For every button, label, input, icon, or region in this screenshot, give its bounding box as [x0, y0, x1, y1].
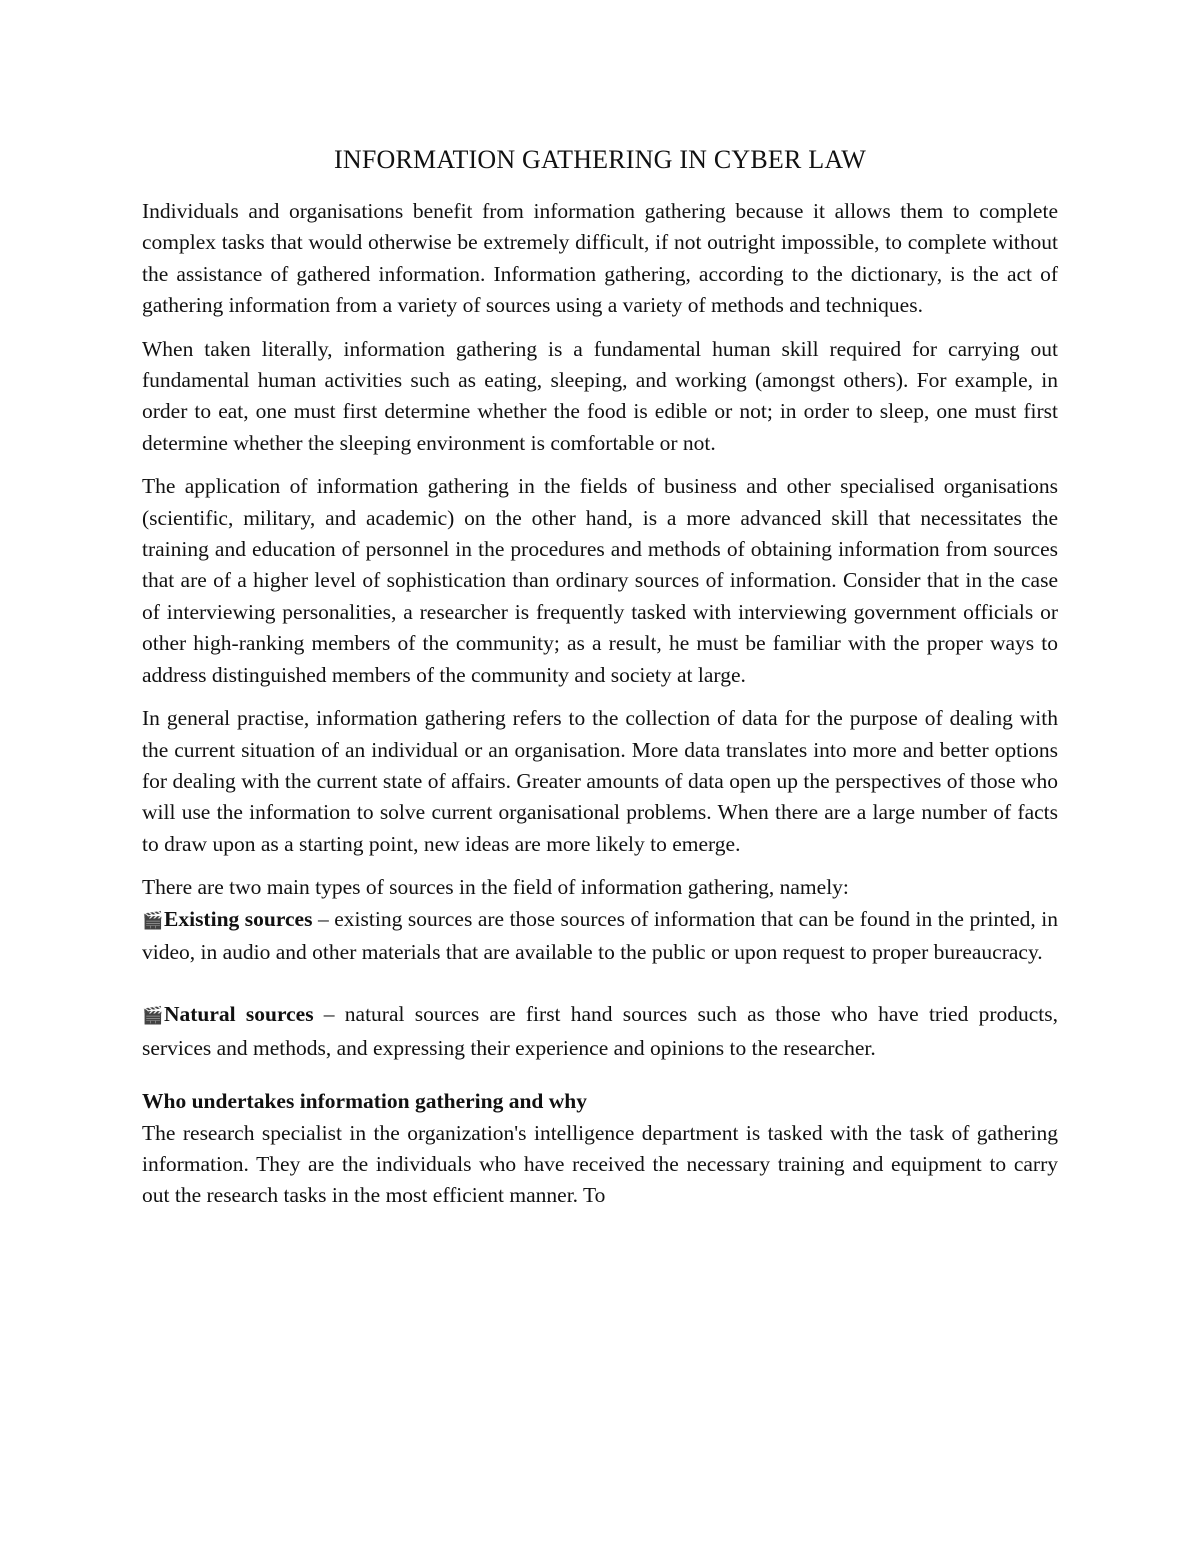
paragraph-application: The application of information gathering in the fields of business and other specialised organisations (scientific, military, and academic) on the other hand, is a more advanced skill that necessitates the training and education of personnel in the procedures and methods of obtaining information from sources that are of a higher level of sophistication than ordinary sources of information. Consider that in the case of interviewing personalities, a researcher is frequently tasked with interviewing government officials or other high-ranking members of the community; as a result, he must be familiar with the proper ways to address distinguished members of the community and society at large.	[142, 474, 1058, 687]
bullet-natural-sources	[142, 999, 1058, 1064]
bullet-text: – existing sources are those sources of information that can be found in the printed, in video, in audio and other materials that are available to the public or upon request to proper bureaucracy.	[142, 906, 1058, 964]
paragraph-general-practise: In general practise, information gathering refers to the collection of data for the purpose of dealing with the current situation of an individual or an organisation. More data translates into more and better options for dealing with the current state of affairs. Greater amounts of data open up the perspectives of those who will use the information to solve current organisational problems. When there are a large number of facts to draw upon as a starting point, new ideas are more likely to emerge.	[142, 706, 1058, 856]
bullet-term: Existing sources	[164, 906, 313, 931]
paragraph-who-undertakes: The research specialist in the organization's intelligence department is tasked with the task of gathering information. They are the individuals who have received the necessary training and equipment to carry out the research tasks in the most efficient manner. To	[142, 1120, 1058, 1208]
clapperboard-icon: 🎬	[142, 1006, 164, 1027]
bullet-text: – natural sources are first hand sources such as those who have tried products, services and methods, and expressing their experience and opinions to the researcher.	[142, 1002, 1059, 1060]
document-title: INFORMATION GATHERING IN CYBER LAW	[334, 145, 866, 174]
section-heading: Who undertakes information gathering and why	[142, 1089, 587, 1114]
document-page	[142, 140, 1058, 1212]
bullet-term: Natural sources	[164, 1002, 314, 1027]
bullet-existing-sources	[142, 904, 1058, 969]
paragraph-literal: When taken literally, information gathering is a fundamental human skill required for carrying out fundamental human activities such as eating, sleeping, and working (amongst others). For example, in order to eat, one must first determine whether the food is edible or not; in order to sleep, one must first determine whether the sleeping environment is comfortable or not.	[142, 336, 1058, 455]
clapperboard-icon: 🎬	[142, 910, 164, 931]
paragraph-intro: Individuals and organisations benefit from information gathering because it allows them to complete complex tasks that would otherwise be extremely difficult, if not outright impossible, to complete without the assistance of gathered information. Information gathering, according to the dictionary, is the act of gathering information from a variety of sources using a variety of methods and techniques.	[142, 199, 1058, 318]
source-types-intro: There are two main types of sources in the field of information gathering, namely:	[142, 875, 849, 900]
